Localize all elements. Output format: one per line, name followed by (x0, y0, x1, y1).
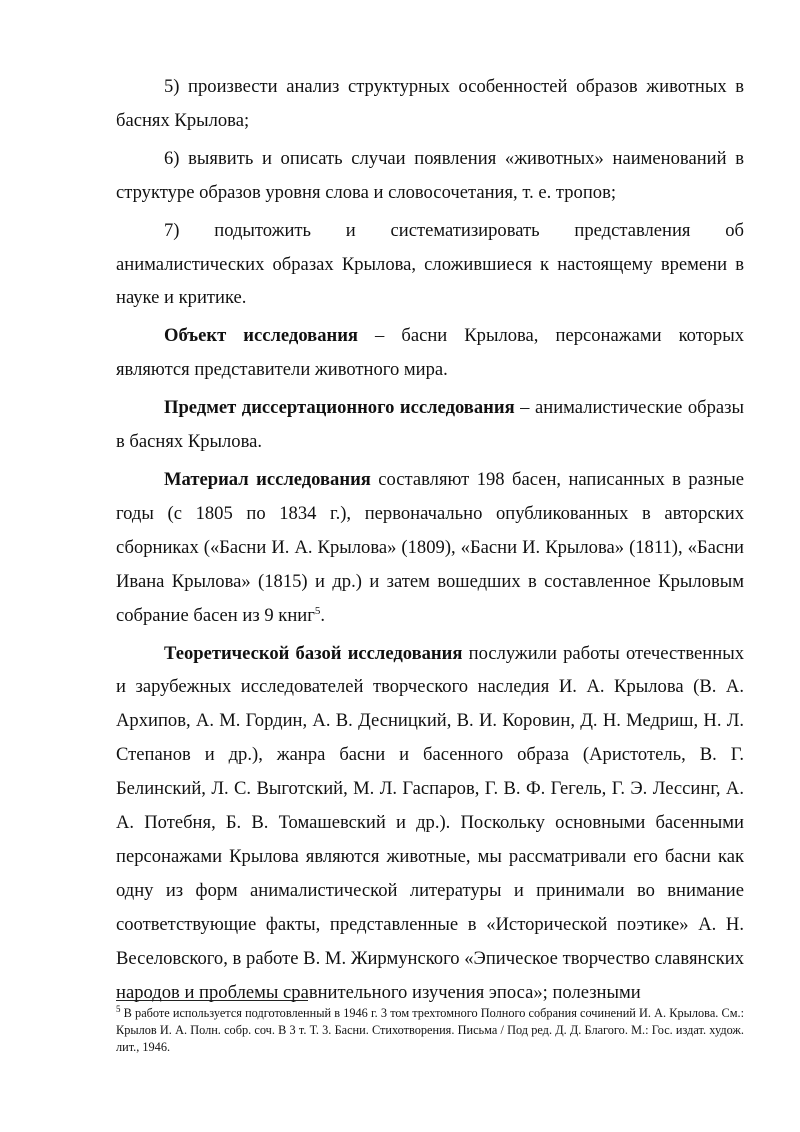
paragraph-theory (116, 637, 744, 1010)
theory-label: Теоретической базой исследования (164, 642, 463, 664)
footnote (116, 1005, 744, 1056)
material-label: Материал исследования (164, 468, 371, 490)
list-item-5: 5) произвести анализ структурных особенностей образов животных в баснях Крылова; (116, 76, 744, 131)
theory-text: послужили работы отечественных и зарубежных исследователей творческого наследия И. А. Крылова (В. А. Архипов, А. М. Гордин, А. В. Десницкий, В. И. Коровин, Д. Н. Медриш, Н. Л. Степанов и др.), жанра басни и басенного образа (Аристотель, В. Г. Белинский, Л. С. Выготский, М. Л. Гаспаров, Г. В. Ф. Гегель, Г. Э. Лессинг, А. А. Потебня, Б. В. Томашевский и др.). Поскольку основными басенными персонажами Крылова являются животные, мы рассматривали его басни как одну из форм анималистической литературы и принимали во внимание соответствующие факты, представленные в «Исторической поэтике» А. Н. Веселовского, в работе В. М. Жирмунского «Эпическое творчество славянских народов и проблемы сравнительного изучения эпоса»; полезными (116, 642, 744, 1003)
list-item-6: 6) выявить и описать случаи появления «животных» наименований в структуре образов уровня слова и словосочетания, т. е. тропов; (116, 147, 744, 203)
material-tail: . (320, 604, 326, 626)
paragraph-object (116, 319, 744, 387)
paragraph-material (116, 463, 744, 633)
object-label: Объект исследования (164, 325, 358, 347)
paragraph-subject (116, 391, 744, 459)
subject-text: – анималистические образы в баснях Крылова. (116, 397, 744, 453)
subject-label: Предмет диссертационного исследования (164, 397, 515, 419)
footnote-text: В работе используется подготовленный в 1946 г. 3 том трехтомного Полного собрания сочинений И. А. Крылова. См.: Крылов И. А. Полн. собр. соч. В 3 т. Т. 3. Басни. Стихотворения. Письма / Под ред. Д. Д. Благого. М.: Гос. издат. худож. лит., 1946. (116, 1006, 744, 1054)
footnote-divider (116, 1000, 308, 1001)
material-text: составляют 198 басен, написанных в разные годы (с 1805 по 1834 г.), первоначально опубликованных в авторских сборниках («Басни И. А. Крылова» (1809), «Басни И. Крылова» (1811), «Басни Ивана Крылова» (1815) и др.) и затем вошедших в составленное Крыловым собрание басен из 9 книг (116, 468, 744, 626)
footnote-reference[interactable]: 5 (314, 604, 321, 617)
body-text (116, 70, 744, 1009)
object-text: – басни Крылова, персонажами которых являются представители животного мира. (116, 325, 744, 381)
list-item-7: 7) подытожить и систематизировать представления об анималистических образах Крылова, сложившиеся к настоящему времени в науке и критике. (116, 219, 744, 309)
footnote-number: 5 (116, 1003, 121, 1014)
